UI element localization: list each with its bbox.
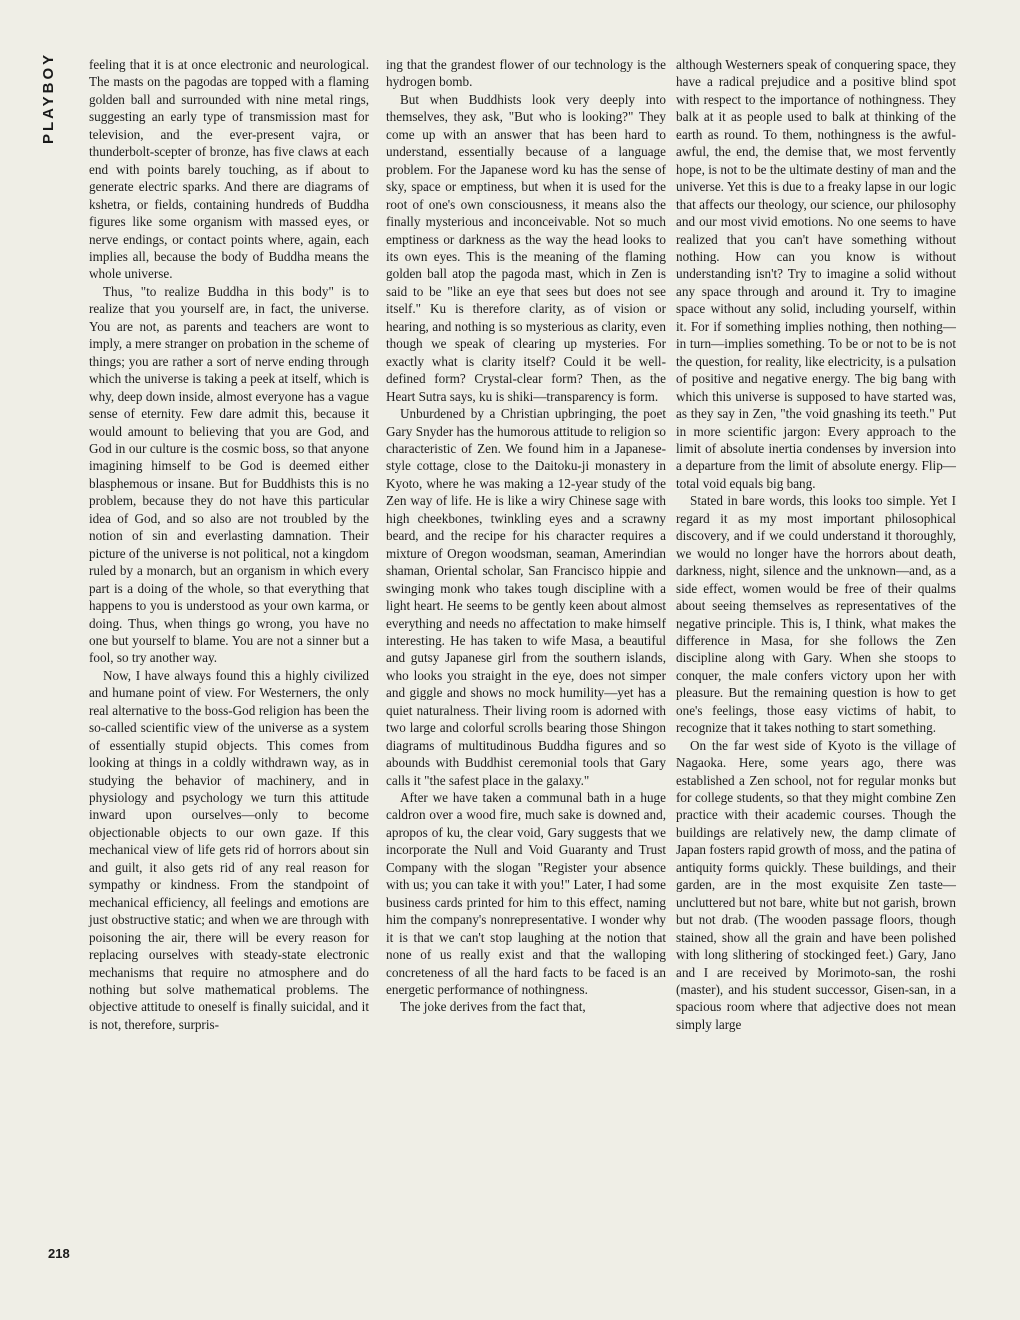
paragraph: Unburdened by a Christian upbringing, the poet Gary Snyder has the humorous attitude to religion so characteristic of Zen. We found him in a Japanese-style cottage, close to the Daitoku-ji monastery in Kyoto, where he was making a 12-year study of the Zen way of life. He is like a wiry Chinese sage with high cheekbones, twinkling eyes and a scrawny beard, and the recipe for his character requires a mixture of Oregon woodsman, seaman, Amerindian shaman, Oriental scholar, San Francisco hippie and swinging monk who takes tough discipline with a light heart. He seems to be gently keen about almost everything and needs no affectation to make himself interesting. He has taken to wife Masa, a beautiful and gutsy Japanese girl from the southern islands, who looks you straight in the eye, does not simper and giggle and shows no mock humility—yet has a quiet naturalness. Their living room is adorned with two large and colorful scrolls bearing those Shingon diagrams of multitudinous Buddha figures and so abounds with Buddhist ceremonial tools that Gary calls it "the safest place in the galaxy." bbox=[386, 406, 666, 788]
text-column-2 bbox=[386, 56, 666, 1016]
paragraph: After we have taken a communal bath in a huge caldron over a wood fire, much sake is downed and, apropos of ku, the clear void, Gary suggests that we incorporate the Null and Void Guaranty and Trust Company with the slogan "Register your absence with us; you can take it with you!" Later, I had some business cards printed for him to this effect, naming him the company's nonrepresentative. I wonder why it is that we can't stop laughing at the notion that none of us really exist and that the walloping concreteness of all the hard facts to be faced is an energetic performance of nothingness. bbox=[386, 790, 666, 998]
paragraph: feeling that it is at once electronic and neurological. The masts on the pagodas are topped with a flaming golden ball and surrounded with nine metal rings, suggesting an early type of transmission mast for television, and the ever-present vajra, or thunderbolt-scepter of bronze, has five claws at each end with points barely touching, as if about to generate electric sparks. And there are diagrams of kshetra, or fields, containing hundreds of Buddha figures like some organism with massed eyes, or nerve endings, or contact points where, again, each implies all, because the body of Buddha means the whole universe. bbox=[89, 57, 369, 282]
paragraph: On the far west side of Kyoto is the village of Nagaoka. Here, some years ago, there was established a Zen school, not for regular monks but for college students, so that they might combine Zen practice with their academic courses. Though the buildings are relatively new, the damp climate of Japan fosters rapid growth of moss, and the patina of antiquity forms quickly. These buildings, and their garden, are in the most exquisite Zen taste—uncluttered but not bare, white but not garish, brown but not drab. (The wooden passage floors, though stained, show all the grain and have been polished with long slithering of stockinged feet.) Gary, Jano and I are received by Morimoto-san, the roshi (master), and his student successor, Gisen-san, in a spacious room where that adjective does not mean simply large bbox=[676, 737, 956, 1032]
text-column-1 bbox=[89, 56, 369, 1033]
magazine-masthead: PLAYBOY bbox=[40, 52, 57, 145]
paragraph: Stated in bare words, this looks too simple. Yet I regard it as my most important philosophical discovery, and if we could understand it thoroughly, we would no longer have the horrors about death, darkness, night, silence and the unknown—and, as a side effect, women would be free of their qualms about seeing themselves as representatives of the negative principle. This is, I think, what makes the difference in Masa, for she follows the Zen discipline along with Gary. When she stoops to conquer, the male confers victory upon her with pleasure. But the remaining question is how to get one's feelings, those easy victims of habit, to recognize that it takes nothing to start something. bbox=[676, 493, 956, 736]
page-number: 218 bbox=[48, 1246, 70, 1261]
paragraph: ing that the grandest flower of our technology is the hydrogen bomb. bbox=[386, 57, 666, 90]
paragraph: But when Buddhists look very deeply into themselves, they ask, "But who is looking?" They come up with an answer that has been hard to understand, essentially because of a language problem. For the Japanese word ku has the sense of sky, space or emptiness, but when it is used for the root of one's own consciousness, it means also the finally mysterious and inconceivable. Not so much emptiness or darkness as the way the head looks to its own eyes. This is the meaning of the flaming golden ball atop the pagoda mast, which in Zen is said to be "like an eye that sees but does not see itself." Ku is therefore clarity, as of vision or hearing, and nothing is so mysterious as clarity, even though we speak of clearing up mysteries. For exactly what is clarity itself? Could it be well-defined form? Crystal-clear form? Then, as the Heart Sutra says, ku is shiki—transparency is form. bbox=[386, 91, 666, 404]
paragraph: although Westerners speak of conquering space, they have a radical prejudice and a positive blind spot with respect to the importance of nothingness. They balk at it as people used to balk at thinking of the earth as round. To them, nothingness is the awful-awful, the end, the demise that, we most fervently hope, is not to be the ultimate destiny of man and the universe. Yet this is due to a freaky lapse in our logic that affects our theology, our science, our philosophy and our most vivid emotions. No one seems to have realized that you can't have something without nothing. How can you know is without understanding isn't? Try to imagine a solid without any space through and around it. Try to imagine space without any solid, including yourself, within it. For if something implies nothing, then nothing—in turn—implies something. To be or not to be is not the question, for reality, like electricity, is a pulsation of positive and negative energy. The big bang with which this universe is supposed to have started was, as they say in Zen, "the void gnashing its teeth." Put in more scientific jargon: Every approach to the limit of absolute inertia condenses by inversion into a departure from the limit of absolute energy. Flip—total void equals big bang. bbox=[676, 57, 956, 491]
paragraph: Thus, "to realize Buddha in this body" is to realize that you yourself are, in fact, the universe. You are not, as parents and teachers are wont to imply, a mere stranger on probation in the scheme of things; you are rather a sort of nerve ending through which the universe is taking a peek at itself, which is why, deep down inside, almost everyone has a vague sense of eternity. Few dare admit this, because it would amount to believing that you are God, and God in our culture is the cosmic boss, so that anyone imagining himself to be God is deemed either blasphemous or insane. But for Buddhists this is no problem, because they do not have this particular idea of God, and so also are not troubled by the notion of sin and everlasting damnation. Their picture of the universe is not political, not a kingdom ruled by a monarch, but an organism in which every part is a doing of the whole, so that everything that happens to you is understood as your own karma, or doing. Thus, when things go wrong, you have no one but yourself to blame. You are not a sinner but a fool, so try another way. bbox=[89, 283, 369, 666]
paragraph: The joke derives from the fact that, bbox=[400, 999, 586, 1015]
text-column-3 bbox=[676, 56, 956, 1033]
paragraph: Now, I have always found this a highly civilized and humane point of view. For Westerners, the only real alternative to the boss-God religion has been the so-called scientific view of the universe as a system of essentially stupid objects. This comes from looking at things in a coldly withdrawn way, as in studying the behavior of machinery, and in physiology and psychology we turn this attitude inward upon ourselves—only to become objectionable objects to our own gaze. If this mechanical view of life gets rid of horrors about sin and guilt, it also gets rid of any real reason for sympathy or kindness. From the standpoint of mechanical efficiency, all feelings and emotions are just obstructive static; and when we are through with poisoning the air, there will be every reason for replacing ourselves with steady-state electronic mechanisms that require no atmosphere and do nothing but solve mathematical problems. The objective attitude to oneself is finally suicidal, and it is not, therefore, surpris- bbox=[89, 667, 369, 1032]
